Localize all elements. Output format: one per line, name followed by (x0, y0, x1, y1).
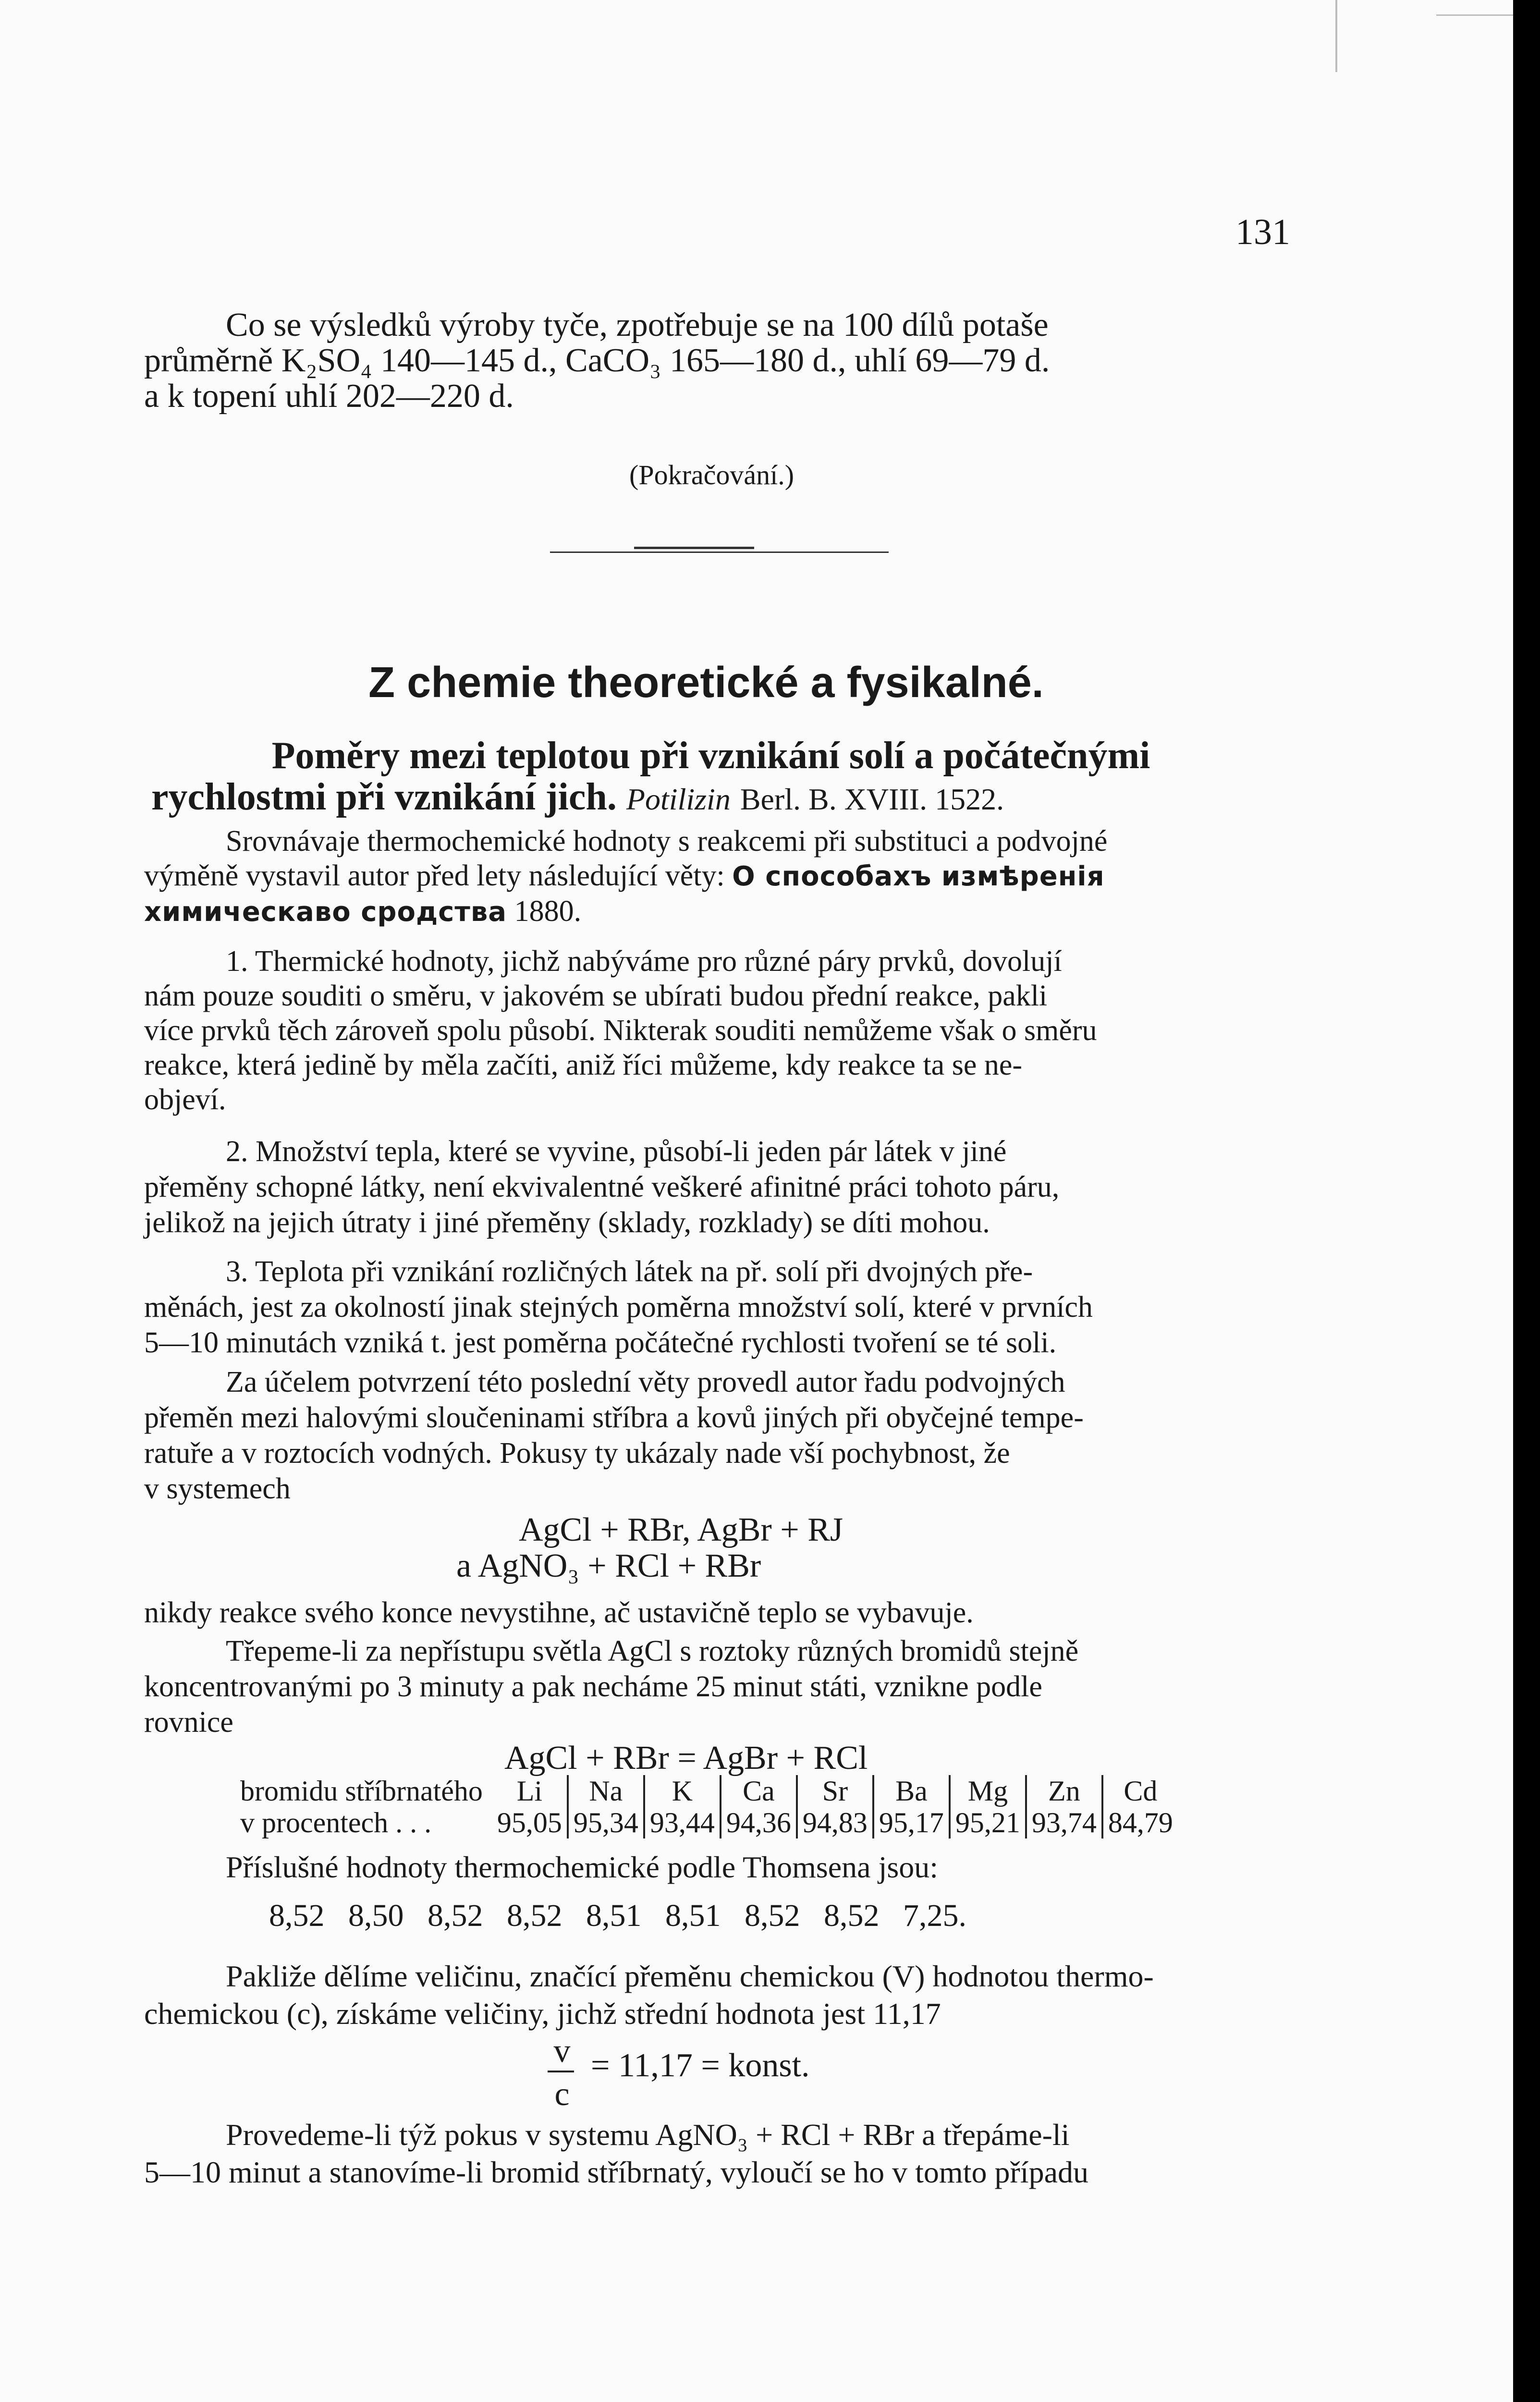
element-cell: Sr (797, 1775, 873, 1807)
value-cell: 95,21 (950, 1807, 1026, 1838)
text-line: více prvků těch zároveň spolu působí. Nikterak souditi nemůžeme však o směru (144, 1014, 1097, 1047)
thomsen-values: 8,52 8,50 8,52 8,52 8,51 8,51 8,52 8,52 7,25. (269, 1898, 966, 1933)
element-cell: Mg (950, 1775, 1026, 1807)
text-line (144, 858, 1268, 894)
paragraph-6 (144, 1633, 1268, 1740)
paragraph-2 (144, 1134, 1268, 1240)
thomsen-label-para (144, 1850, 1268, 1885)
text-line: 5—10 minut a stanovíme-li bromid stříbrnatý, vyloučí se ho v tomto případu (144, 2155, 1088, 2189)
element-cell: K (644, 1775, 721, 1807)
russian-title: химическаво сродства (144, 896, 507, 928)
text-line: chemickou (c), získáme veličiny, jichž střední hodnota jest 11,17 (144, 1997, 941, 2031)
value-cell: 95,05 (497, 1807, 562, 1838)
element-cell: Cd (1102, 1775, 1178, 1807)
article-title-part: rychlostmi při vznikání jich. (151, 776, 617, 818)
fraction-numerator: v (553, 2033, 571, 2070)
element-cell: Li (516, 1775, 543, 1807)
value-cell: 94,83 (797, 1807, 873, 1838)
text-line: nikdy reakce svého konce nevystihne, ač ustavičně teplo se vybavuje. (144, 1596, 974, 1629)
text-line: koncentrovanými po 3 minuty a pak necháme 25 minut státi, vznikne podle (144, 1670, 1042, 1703)
equation: AgCl + RBr = AgBr + RCl (504, 1740, 868, 1777)
citation: Berl. B. XVIII. 1522. (740, 782, 1004, 816)
text-line: rovnice (144, 1706, 233, 1739)
text-line: Za účelem potvrzení této poslední věty provedl autor řadu podvojných (226, 1366, 1065, 1398)
page-number: 131 (1235, 212, 1290, 252)
text-line: Srovnávaje thermochemické hodnoty s reakcemi při substituci a podvojné (226, 825, 1108, 858)
element-cell: Ca (721, 1775, 797, 1807)
paragraph-3 (144, 1254, 1268, 1360)
author-name: Potilizin (626, 782, 731, 816)
value-cell: 95,34 (568, 1807, 644, 1838)
text-line: přeměny schopné látky, není ekvivalentné veškeré afinitné práci tohoto páru, (144, 1171, 1060, 1203)
section-title: Z chemie theoretické a fysikalné. (368, 659, 1044, 707)
text-line: Pakliže dělíme veličinu, značící přeměnu chemickou (V) hodnotou thermo- (226, 1959, 1154, 1993)
value-cell: 93,74 (1026, 1807, 1102, 1838)
text-line: a k topení uhlí 202—220 d. (144, 378, 514, 415)
paragraph-4 (144, 1364, 1268, 1507)
fraction-bar (548, 2071, 574, 2072)
text-line: měnách, jest za okolností jinak stejných poměrna množství solí, které v prvních (144, 1291, 1093, 1324)
row-label: bromidu stříbrnatého (240, 1775, 483, 1807)
text-line (144, 894, 1268, 930)
text-line: 1. Thermické hodnoty, jichž nabýváme pro různé páry prvků, dovolují (226, 945, 1062, 978)
article-title-line1: Poměry mezi teplotou při vznikání solí a počátečnými (271, 735, 1150, 777)
intro-text (144, 307, 1268, 414)
equation: AgCl + RBr, AgBr + RJ (519, 1511, 843, 1548)
continuation-note: (Pokračování.) (629, 459, 794, 490)
element-cell: Ba (873, 1775, 950, 1807)
paragraph-1 (144, 944, 1268, 1117)
text-line: jelikož na jejich útraty i jiné přeměny (sklady, rozklady) se díti mohou. (144, 1206, 990, 1239)
year: 1880. (514, 895, 582, 928)
equation: a AgNO₃ + RCl + RBr (456, 1547, 761, 1584)
value-cell: 93,44 (644, 1807, 721, 1838)
text-line: 3. Teplota při vznikání rozličných látek na př. solí při dvojných pře- (226, 1255, 1033, 1288)
paragraph-7 (144, 1958, 1268, 2033)
element-cell: Zn (1026, 1775, 1102, 1807)
text-line: Třepeme-li za nepřístupu světla AgCl s roztoky různých bromidů stejně (226, 1635, 1079, 1667)
text-line: ratuře a v roztocích vodných. Pokusy ty ukázaly nade vší pochybnost, že (144, 1437, 1010, 1470)
paragraph-8 (144, 2116, 1268, 2191)
results-table (235, 1775, 1178, 1838)
table-row (235, 1807, 1178, 1838)
text-line: přeměn mezi halovými sloučeninami stříbra a kovů jiných při obyčejné tempe- (144, 1401, 1084, 1434)
text-line: Provedeme-li týž pokus v systemu AgNO₃ + RCl + RBr a třepáme-li (226, 2118, 1070, 2152)
value-cell: 84,79 (1102, 1807, 1178, 1838)
text-line: 5—10 minutách vzniká t. jest poměrna počátečné rychlosti tvoření se té soli. (144, 1326, 1057, 1359)
row-label: v procentech . . . (240, 1807, 432, 1838)
edge-mark (1436, 14, 1513, 16)
value-cell: 94,36 (721, 1807, 797, 1838)
separator-rule (634, 547, 754, 549)
table-row (235, 1775, 1178, 1807)
text-line: Co se výsledků výroby tyče, zpotřebuje se na 100 dílů potaše (226, 306, 1049, 343)
value-cell: 95,17 (873, 1807, 950, 1838)
fraction-equation: = 11,17 = konst. (591, 2047, 810, 2084)
separator-rule (550, 551, 889, 553)
text-line: objeví. (144, 1083, 226, 1116)
article-title-line2 (151, 776, 1271, 820)
text-span: výměně vystavil autor před lety následující věty: (144, 859, 725, 892)
text-line: Příslušné hodnoty thermochemické podle Thomsena jsou: (226, 1850, 939, 1884)
fraction-denominator: c (554, 2076, 570, 2113)
article-title (151, 735, 1271, 776)
text-line: reakce, která jedině by měla začíti, aniž říci můžeme, kdy reakce ta se ne- (144, 1049, 1023, 1081)
text-line: 2. Množství tepla, které se vyvine, působí-li jeden pár látek v jiné (226, 1135, 1007, 1168)
edge-mark (1335, 0, 1337, 72)
intro-paragraph (144, 824, 1268, 930)
text-line: průměrně K₂SO₄ 140—145 d., CaCO₃ 165—180 d., uhlí 69—79 d. (144, 342, 1050, 379)
text-line: v systemech (144, 1472, 291, 1505)
paragraph-5 (144, 1595, 1268, 1630)
russian-title: О способахъ измѣренія (732, 861, 1105, 892)
text-line: nám pouze souditi o směru, v jakovém se ubírati budou přední reakce, pakli (144, 980, 1048, 1012)
element-cell: Na (568, 1775, 644, 1807)
